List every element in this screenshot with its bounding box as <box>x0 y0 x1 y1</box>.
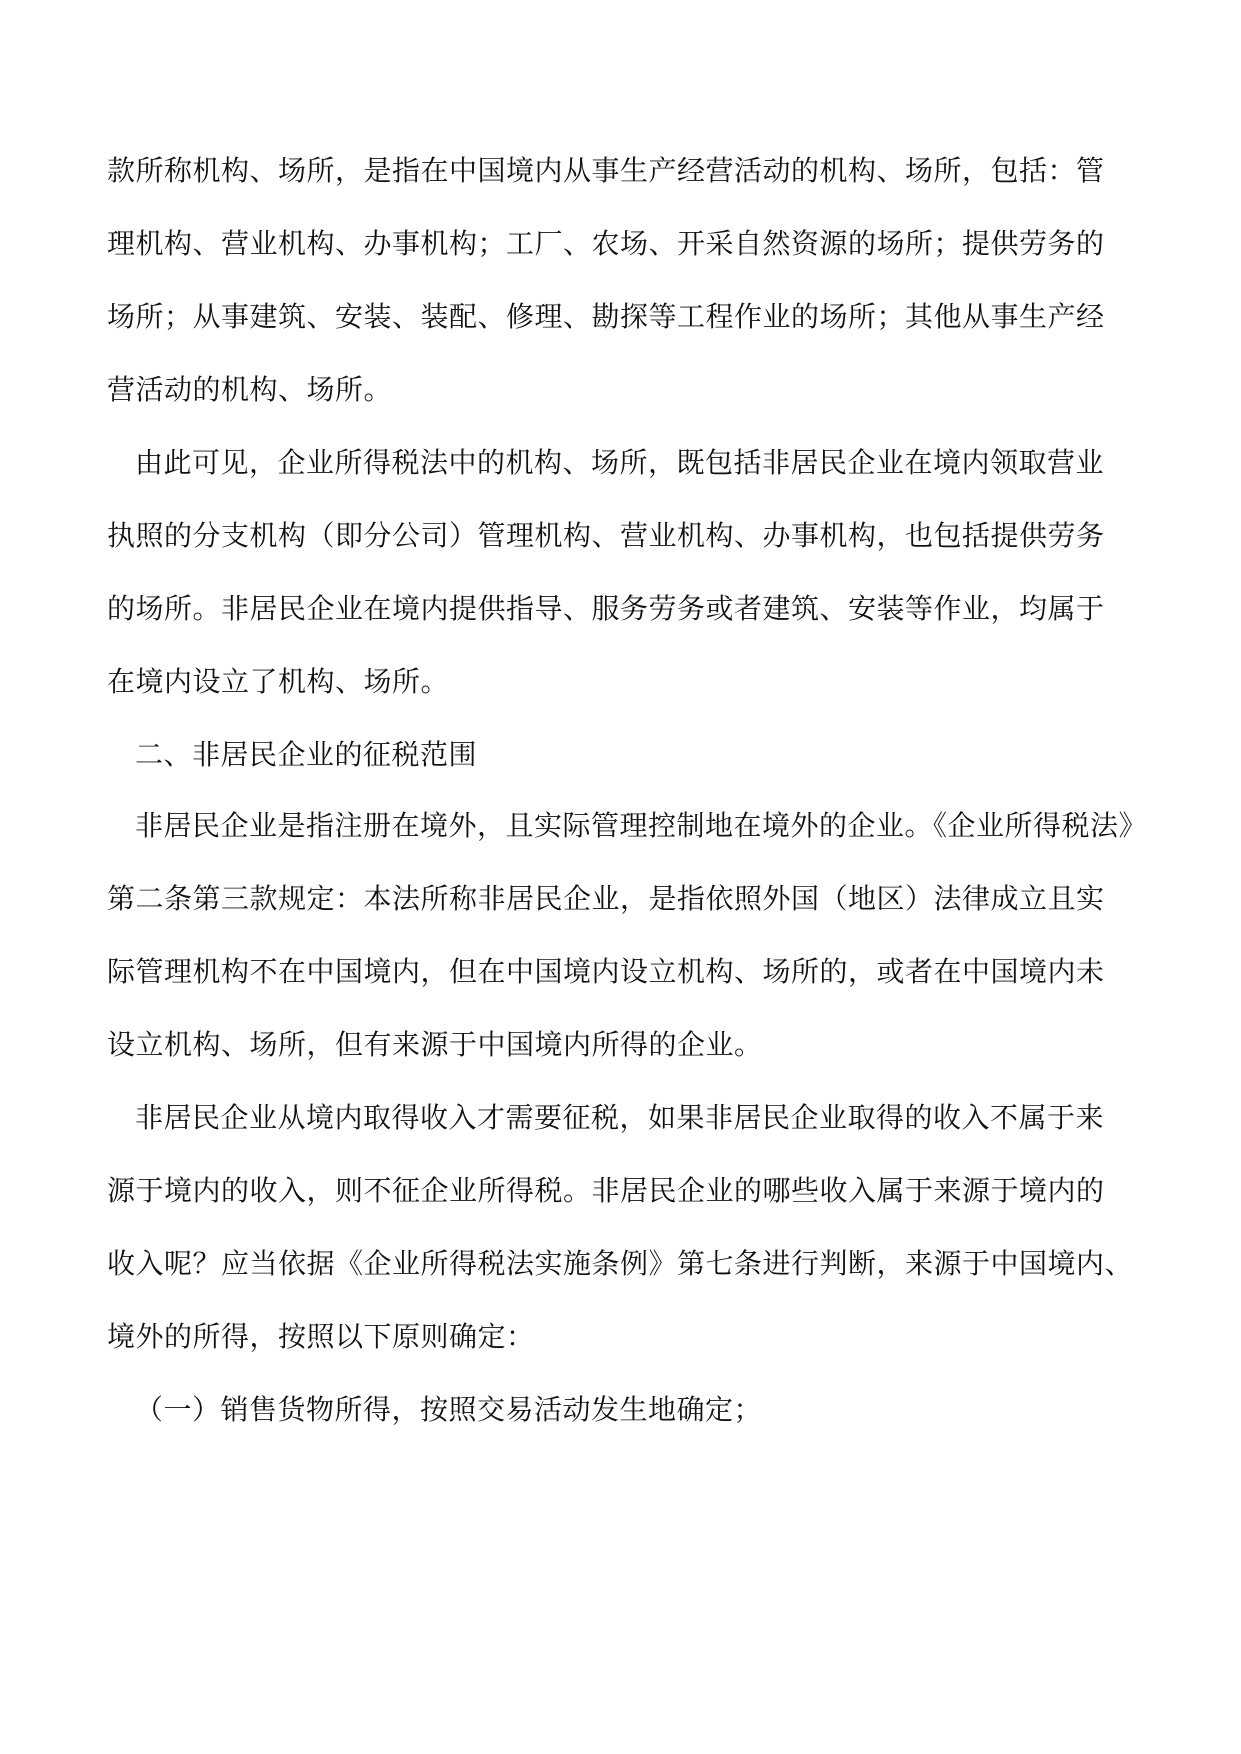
paragraph-1-line-4: 营活动的机构、场所。 <box>107 373 393 406</box>
paragraph-3-line-3: 际管理机构不在中国境内，但在中国境内设立机构、场所的，或者在中国境内未 <box>107 955 1105 988</box>
paragraph-2-line-1: 由此可见，企业所得税法中的机构、场所，既包括非居民企业在境内领取营业 <box>135 446 1105 479</box>
paragraph-4-line-1: 非居民企业从境内取得收入才需要征税，如果非居民企业取得的收入不属于来 <box>135 1101 1105 1134</box>
paragraph-3-line-2: 第二条第三款规定：本法所称非居民企业，是指依照外国（地区）法律成立且实 <box>107 882 1105 915</box>
paragraph-2-line-2: 执照的分支机构（即分公司）管理机构、营业机构、办事机构，也包括提供劳务 <box>107 519 1105 552</box>
list-item-1: （一）销售货物所得，按照交易活动发生地确定； <box>135 1393 763 1426</box>
paragraph-3-line-4: 设立机构、场所，但有来源于中国境内所得的企业。 <box>107 1028 763 1061</box>
paragraph-2-line-3: 的场所。非居民企业在境内提供指导、服务劳务或者建筑、安装等作业，均属于 <box>107 592 1105 625</box>
paragraph-4-line-3: 收入呢？应当依据《企业所得税法实施条例》第七条进行判断，来源于中国境内、 <box>107 1247 1134 1280</box>
paragraph-4-line-4: 境外的所得，按照以下原则确定： <box>107 1320 535 1353</box>
paragraph-1-line-3: 场所；从事建筑、安装、装配、修理、勘探等工程作业的场所；其他从事生产经 <box>107 300 1105 333</box>
paragraph-4-line-2: 源于境内的收入，则不征企业所得税。非居民企业的哪些收入属于来源于境内的 <box>107 1174 1105 1207</box>
paragraph-2-line-4: 在境内设立了机构、场所。 <box>107 665 450 698</box>
paragraph-3-line-1: 非居民企业是指注册在境外，且实际管理控制地在境外的企业。《企业所得税法》 <box>135 809 1148 842</box>
paragraph-1-line-2: 理机构、营业机构、办事机构；工厂、农场、开采自然资源的场所；提供劳务的 <box>107 227 1105 260</box>
section-heading: 二、非居民企业的征税范围 <box>135 738 478 771</box>
paragraph-1-line-1: 款所称机构、场所，是指在中国境内从事生产经营活动的机构、场所，包括：管 <box>107 154 1105 187</box>
